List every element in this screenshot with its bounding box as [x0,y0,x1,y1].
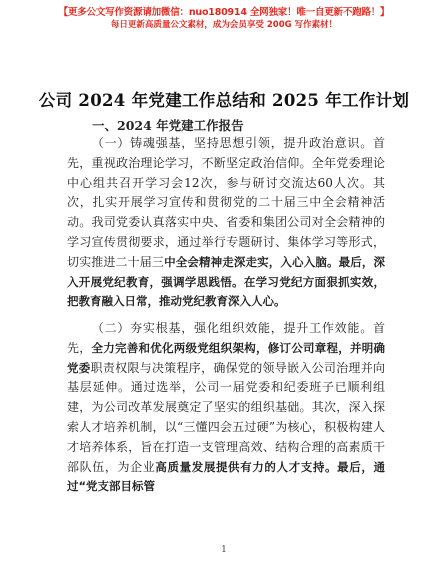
promo-banner [0,6,448,32]
paragraph-2 [67,319,385,497]
paragraph-2-text-a: （二）夯实根基，强化组织效能，提升工作效能。首先， [67,321,385,355]
paragraph-1-bold: 中全会精神走深走实，入心入脑。最后，深入开展党纪教育，强调学思践悟。在学习党纪方面狠抓实效，把教育融入日常，推动党纪教育深入人心。 [67,254,385,309]
paragraph-1-text: （一）铸魂强基，坚持思想引领，提升政治意识。首先，重视政治理论学习，不断坚定政治信仰。全年党委理论中心组共召开学习会12次，参与研讨交流达60人次。其次，扎实开展学习宣传和贯彻党的二十届三中全会精神活动。我司党委认真落实中央、省委和集团公司对全会精神的学习宣传贯彻要求，通过举行专题研讨、集体学习等形式，切实推进二十届三 [67,136,385,269]
promo-banner-line1: 【更多公文写作资源请加微信：nuo180914 全网独家！唯一自更新不跑路！】 [58,7,390,18]
paragraph-2-bold-a: 全力完善和优化两级党组织架构，修订公司章程，并明确党委 [67,340,385,375]
paragraph-1 [67,134,385,312]
paragraph-2-text-b: 职责权限与决策程序，确保党的领导嵌入公司治理并向基层延伸。通过选举，公司一届党委和纪委班子已顺利组建，为公司改革发展奠定了坚实的组织基础。其次，深入探索人才培养机制，以“三懂四会五过硬”为核心，积极构建人才培养体系，旨在打造一支管理高效、结构合理的高素质干部队伍，为企业 [67,360,385,474]
paragraph-2-bold-b: 高质量发展提供有力的人才支持。最后，通过“党支部目标管 [67,459,385,494]
page-number: 1 [221,545,227,555]
section-heading-1: 一、2024 年党建工作报告 [92,118,244,133]
promo-banner-line2: 每日更新高质量公文素材，成为会员享受 200G 写作素材！ [110,20,338,30]
document-title: 公司 2024 年党建工作总结和 2025 年工作计划 [38,91,410,110]
